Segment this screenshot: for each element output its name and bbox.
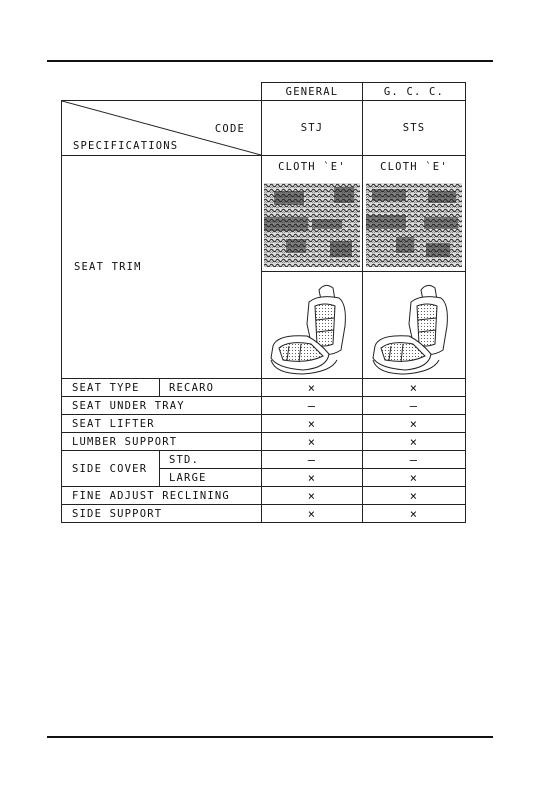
seat-type-gcc: ×	[363, 379, 466, 397]
side-cover-std-label: STD.	[160, 451, 262, 469]
code-general: STJ	[262, 101, 363, 156]
seat-trim-row	[62, 156, 466, 379]
side-support-general: ×	[262, 505, 363, 523]
seat-type-general: ×	[262, 379, 363, 397]
seat-trim-gcc	[363, 156, 466, 379]
cloth-label-general: CLOTH `E'	[278, 161, 346, 173]
header-row	[62, 83, 466, 101]
fine-adjust-label: FINE ADJUST RECLINING	[62, 487, 262, 505]
side-cover-label: SIDE COVER	[62, 451, 160, 487]
fabric-swatch-icon	[264, 183, 360, 267]
fabric-swatch-icon	[366, 183, 462, 267]
lumber-support-general: ×	[262, 433, 363, 451]
cloth-label-gcc: CLOTH `E'	[380, 161, 448, 173]
recaro-seat-icon	[267, 280, 357, 378]
code-row	[62, 101, 466, 156]
seat-spec-table	[61, 82, 466, 523]
specifications-label: SPECIFICATIONS	[73, 140, 179, 152]
seat-type-sub: RECARO	[160, 379, 262, 397]
bottom-rule	[47, 736, 493, 738]
seat-lifter-general: ×	[262, 415, 363, 433]
fine-adjust-row	[62, 487, 466, 505]
top-rule	[47, 60, 493, 62]
code-gcc: STS	[363, 101, 466, 156]
seat-lifter-gcc: ×	[363, 415, 466, 433]
lumber-support-row	[62, 433, 466, 451]
seat-under-tray-label: SEAT UNDER TRAY	[62, 397, 262, 415]
trim-separator	[363, 271, 465, 272]
seat-type-row	[62, 379, 466, 397]
fine-adjust-gcc: ×	[363, 487, 466, 505]
recaro-seat-icon	[369, 280, 459, 378]
seat-under-tray-gcc: –	[363, 397, 466, 415]
side-cover-std-row	[62, 451, 466, 469]
side-cover-std-gcc: –	[363, 451, 466, 469]
side-support-gcc: ×	[363, 505, 466, 523]
lumber-support-gcc: ×	[363, 433, 466, 451]
seat-under-tray-row	[62, 397, 466, 415]
side-cover-large-label: LARGE	[160, 469, 262, 487]
seat-lifter-label: SEAT LIFTER	[62, 415, 262, 433]
trim-separator	[262, 271, 362, 272]
seat-type-label: SEAT TYPE	[62, 379, 160, 397]
lumber-support-label: LUMBER SUPPORT	[62, 433, 262, 451]
col-header-general: GENERAL	[262, 83, 363, 101]
seat-under-tray-general: –	[262, 397, 363, 415]
code-label: CODE	[214, 123, 245, 135]
fine-adjust-general: ×	[262, 487, 363, 505]
side-support-row	[62, 505, 466, 523]
seat-lifter-row	[62, 415, 466, 433]
side-cover-large-general: ×	[262, 469, 363, 487]
diagonal-header-cell	[62, 101, 262, 156]
side-cover-large-gcc: ×	[363, 469, 466, 487]
seat-trim-label: SEAT TRIM	[62, 156, 262, 379]
side-cover-std-general: –	[262, 451, 363, 469]
col-header-gcc: G. C. C.	[363, 83, 466, 101]
seat-trim-general	[262, 156, 363, 379]
blank-corner	[62, 83, 262, 101]
side-support-label: SIDE SUPPORT	[62, 505, 262, 523]
